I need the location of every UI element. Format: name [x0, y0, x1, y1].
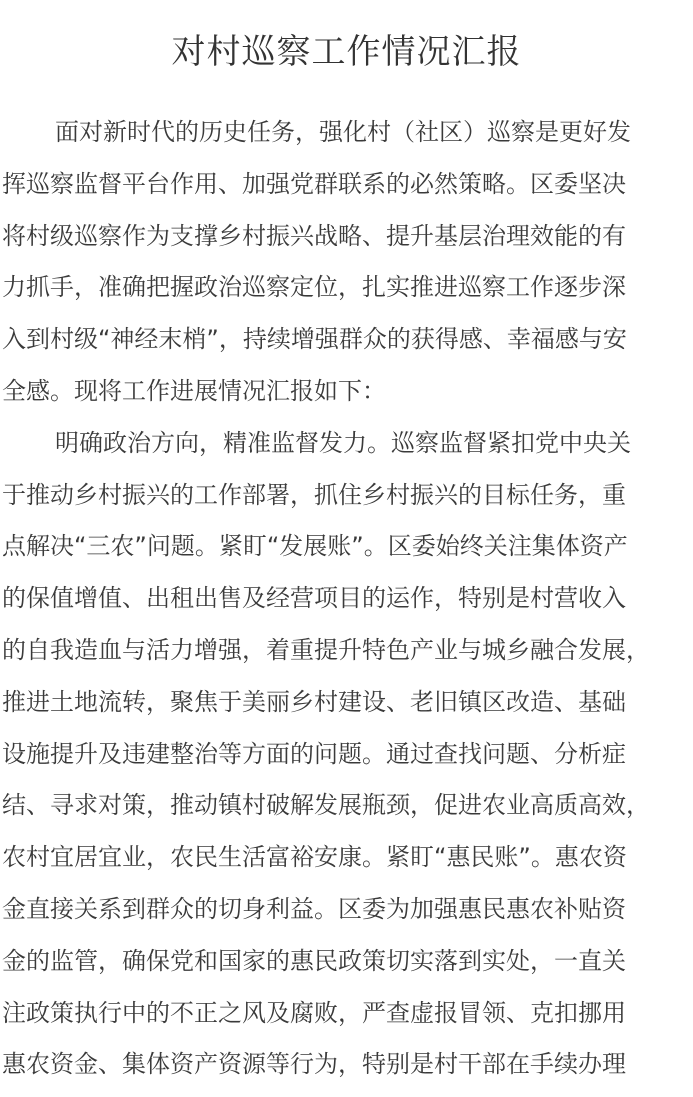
paragraph-line: 注政策执行中的不正之风及腐败，严查虚报冒领、克扣挪用 [2, 998, 626, 1027]
paragraph-line: 入到村级“神经末梢”，持续增强群众的获得感、幸福感与安 [2, 325, 627, 354]
paragraph-line: 惠农资金、集体资产资源等行为，特别是村干部在手续办理 [2, 1050, 626, 1079]
paragraph-line: 推进土地流转，聚焦于美丽乡村建设、老旧镇区改造、基础 [2, 687, 626, 716]
paragraph-line: 结、寻求对策，推动镇村破解发展瓶颈，促进农业高质高效， [2, 791, 650, 820]
paragraph-line: 面对新时代的历史任务，强化村（社区）巡察是更好发 [55, 118, 631, 146]
paragraph-line: 于推动乡村振兴的工作部署，抓住乡村振兴的目标任务，重 [2, 480, 626, 509]
paragraph-line: 明确政治方向，精准监督发力。巡察监督紧扣党中央关 [55, 428, 631, 457]
paragraph-line: 农村宜居宜业，农民生活富裕安康。紧盯“惠民账”。惠农资 [2, 843, 627, 872]
paragraph-line: 的保值增值、出租出售及经营项目的运作，特别是村营收入 [2, 584, 626, 613]
paragraph-line: 将村级巡察作为支撑乡村振兴战略、提升基层治理效能的有 [2, 221, 626, 250]
paragraph-line: 金的监管，确保党和国家的惠民政策切实落到实处，一直关 [2, 946, 626, 975]
paragraph-line: 金直接关系到群众的切身利益。区委为加强惠民惠农补贴资 [2, 894, 626, 923]
paragraph-line: 点解决“三农”问题。紧盯“发展账”。区委始终关注集体资产 [2, 532, 628, 561]
document-body [2, 107, 692, 1091]
paragraph-line: 力抓手，准确把握政治巡察定位，扎实推进巡察工作逐步深 [2, 273, 626, 302]
paragraph-line: 全感。现将工作进展情况汇报如下： [2, 376, 386, 405]
paragraph-line: 的自我造血与活力增强，着重提升特色产业与城乡融合发展， [2, 635, 650, 664]
document-title: 对村巡察工作情况汇报 [171, 32, 522, 72]
paragraph-line: 挥巡察监督平台作用、加强党群联系的必然策略。区委坚决 [2, 169, 626, 198]
paragraph-line: 设施提升及违建整治等方面的问题。通过查找问题、分析症 [2, 739, 626, 768]
